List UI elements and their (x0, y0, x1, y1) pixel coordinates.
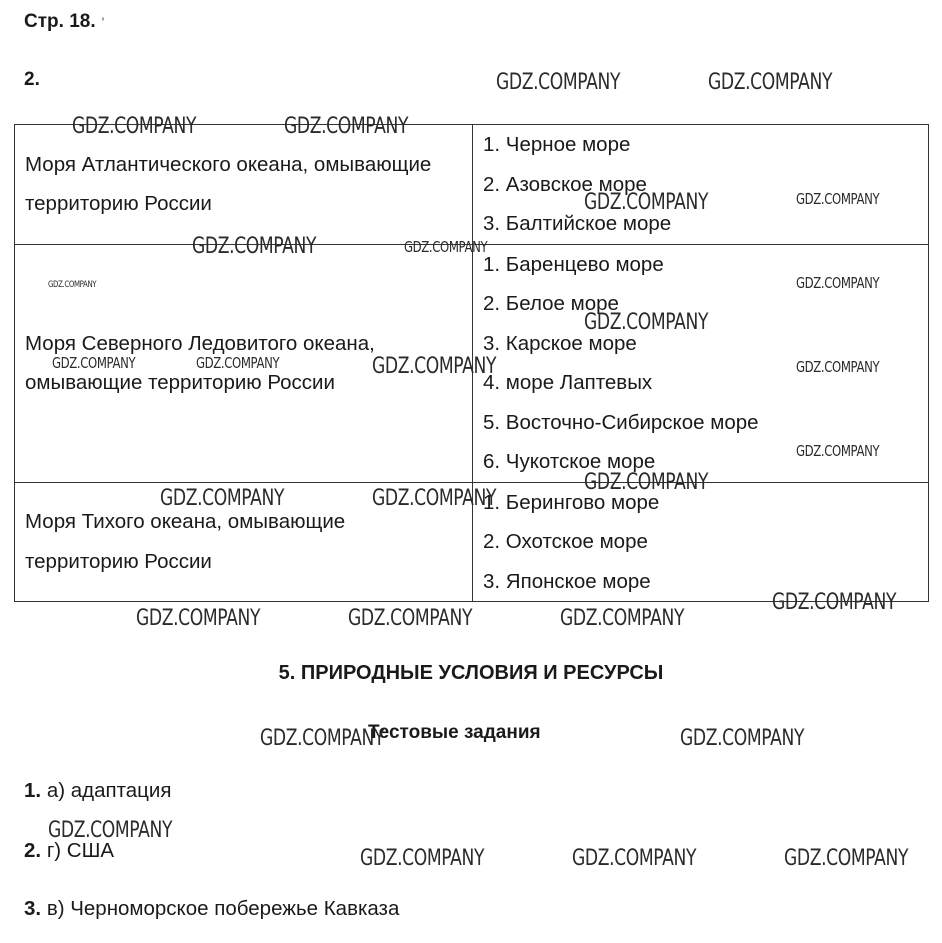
sea-item: 6. Чукотское море (483, 450, 656, 473)
task-number: 2. (24, 69, 40, 90)
sea-item: 1. Черное море (483, 133, 631, 156)
watermark: GDZ.COMPANY (584, 470, 709, 495)
subsection-title: Тестовые задания (368, 722, 541, 743)
watermark: GDZ.COMPANY (372, 486, 497, 511)
watermark: GDZ.COMPANY (796, 190, 880, 208)
watermark: GDZ.COMPANY (48, 280, 97, 290)
answer-item (24, 897, 399, 921)
answer-text: в) Черноморское побережье Кавказа (46, 897, 400, 920)
sea-item: 1. Берингово море (483, 490, 660, 514)
section-title: 5. ПРИРОДНЫЕ УСЛОВИЯ И РЕСУРСЫ (278, 662, 664, 684)
watermark: GDZ.COMPANY (796, 442, 880, 460)
region-cell: Моря Северного Ледовитого океана, омывающие территорию России (15, 244, 473, 482)
sea-item: 4. море Лаптевых (483, 371, 653, 394)
watermark: GDZ.COMPANY (348, 606, 473, 631)
watermark: GDZ.COMPANY (796, 274, 880, 292)
answer-item (24, 839, 114, 863)
sea-item: 2. Азовское море (483, 172, 647, 196)
seas-cell (473, 244, 929, 482)
seas-cell (473, 125, 929, 245)
sea-item: 2. Белое море (483, 292, 619, 315)
answer-text: г) США (46, 839, 115, 862)
watermark: GDZ.COMPANY (680, 726, 805, 751)
sea-item: 1. Баренцево море (483, 252, 664, 276)
table-row (15, 244, 929, 482)
sea-item: 2. Охотское море (483, 530, 648, 553)
watermark: GDZ.COMPANY (784, 846, 909, 871)
sea-item: 3. Карское море (483, 331, 637, 355)
watermark: GDZ.COMPANY (772, 590, 897, 615)
answer-text: а) адаптация (46, 779, 172, 802)
table-row (15, 482, 929, 602)
sea-item: 3. Балтийское море (483, 212, 672, 235)
page-tick-mark: ' (101, 14, 105, 30)
answer-item (24, 779, 171, 803)
answer-number: 3. (24, 897, 42, 920)
seas-cell (473, 482, 929, 602)
watermark: GDZ.COMPANY (136, 606, 261, 631)
watermark: GDZ.COMPANY (796, 358, 880, 376)
watermark: GDZ.COMPANY (360, 846, 485, 871)
watermark: GDZ.COMPANY (196, 354, 280, 372)
watermark: GDZ.COMPANY (560, 606, 685, 631)
watermark: GDZ.COMPANY (72, 114, 197, 139)
watermark: GDZ.COMPANY (260, 726, 385, 751)
watermark: GDZ.COMPANY (708, 70, 833, 95)
watermark: GDZ.COMPANY (284, 114, 409, 139)
watermark: GDZ.COMPANY (572, 846, 697, 871)
watermark: GDZ.COMPANY (584, 190, 709, 215)
watermark: GDZ.COMPANY (52, 354, 136, 372)
sea-item: 3. Японское море (483, 569, 651, 593)
seas-table (14, 124, 929, 602)
page-label: Стр. 18. ' (24, 11, 105, 32)
region-cell: Моря Тихого океана, омывающие территорию России (15, 482, 473, 602)
watermark: GDZ.COMPANY (160, 486, 285, 511)
watermark: GDZ.COMPANY (584, 310, 709, 335)
watermark: GDZ.COMPANY (404, 238, 488, 256)
answer-number: 1. (24, 779, 42, 802)
sea-item: 5. Восточно-Сибирское море (483, 410, 759, 434)
region-cell: Моря Атлантического океана, омывающие территорию России (15, 125, 473, 245)
watermark: GDZ.COMPANY (192, 234, 317, 259)
answer-number: 2. (24, 839, 42, 862)
watermark: GDZ.COMPANY (372, 354, 497, 379)
watermark: GDZ.COMPANY (48, 818, 173, 843)
watermark: GDZ.COMPANY (496, 70, 621, 95)
table-row (15, 125, 929, 245)
